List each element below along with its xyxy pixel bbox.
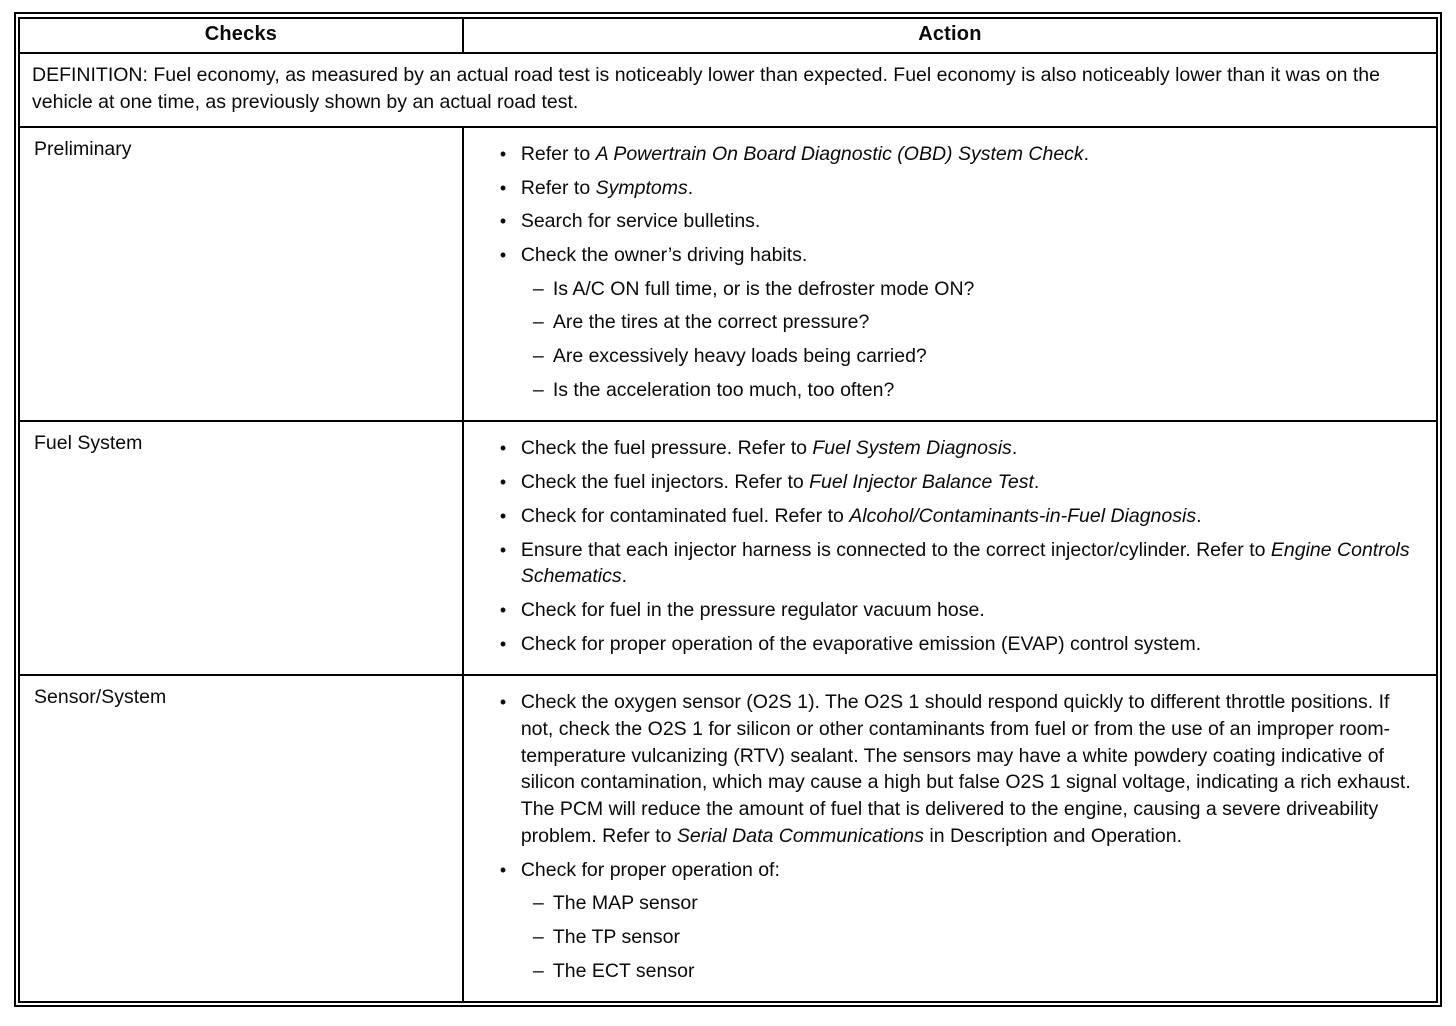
action-text-segment: Check for contaminated fuel. Refer to — [520, 504, 850, 527]
action-text-segment: in Description and Operation. — [924, 824, 1182, 847]
sub-item — [533, 890, 1420, 917]
bullet-icon: • — [499, 633, 507, 654]
reference-title: Fuel System Diagnosis — [812, 437, 1012, 460]
action-item — [500, 631, 1420, 658]
action-text — [521, 141, 1420, 168]
action-text — [521, 175, 1420, 202]
action-item — [500, 503, 1420, 530]
table-header — [19, 18, 1437, 53]
sub-item — [533, 377, 1420, 404]
action-item — [500, 857, 1420, 884]
dash-icon: – — [532, 378, 544, 401]
bullet-icon: • — [499, 472, 507, 493]
sub-item-text: Is the acceleration too much, too often? — [552, 378, 895, 401]
definition-row — [19, 53, 1437, 127]
sub-item — [533, 958, 1420, 985]
bullet-icon: • — [499, 438, 507, 459]
bullet-icon: • — [499, 177, 507, 198]
column-header-action: Action — [463, 18, 1437, 53]
check-label: Fuel System — [19, 421, 463, 675]
bullet-icon: • — [499, 539, 507, 560]
action-item — [500, 435, 1420, 462]
sub-item-text: Are the tires at the correct pressure? — [552, 311, 870, 334]
reference-title: Fuel Injector Balance Test — [809, 471, 1034, 494]
table-body — [19, 53, 1437, 1002]
sub-item — [533, 276, 1420, 303]
action-cell — [463, 127, 1437, 422]
action-text-segment: . — [1196, 504, 1202, 527]
bullet-icon: • — [499, 211, 507, 232]
bullet-icon: • — [499, 692, 507, 713]
action-item — [500, 141, 1420, 168]
sub-item-text: The ECT sensor — [552, 959, 695, 982]
table-row — [19, 421, 1437, 675]
action-item — [500, 689, 1420, 849]
action-text — [521, 689, 1420, 849]
action-text — [521, 857, 1420, 884]
dash-icon: – — [532, 345, 544, 368]
column-header-checks: Checks — [19, 18, 463, 53]
action-text-segment: Check for proper operation of: — [520, 858, 780, 881]
reference-title: A Powertrain On Board Diagnostic (OBD) System Check — [595, 142, 1084, 165]
action-text-segment: . — [687, 176, 694, 199]
sub-item-text: Is A/C ON full time, or is the defroster mode ON? — [552, 277, 975, 300]
action-cell — [463, 421, 1437, 675]
action-text — [521, 631, 1420, 658]
sub-item-text: Are excessively heavy loads being carried? — [552, 345, 927, 368]
action-text — [521, 242, 1420, 269]
bullet-icon: • — [499, 244, 507, 265]
reference-title: Engine Controls Schematics — [520, 538, 1410, 588]
sub-item — [533, 309, 1420, 336]
bullet-icon: • — [499, 505, 507, 526]
action-item — [500, 469, 1420, 496]
table-row — [19, 127, 1437, 422]
reference-title: Alcohol/Contaminants-in-Fuel Diagnosis — [849, 504, 1197, 527]
action-text — [521, 597, 1420, 624]
sub-item — [533, 343, 1420, 370]
action-text-segment: Check the fuel injectors. Refer to — [520, 471, 810, 494]
action-text-segment: Check the fuel pressure. Refer to — [520, 437, 813, 460]
action-text-segment: Search for service bulletins. — [520, 210, 761, 233]
reference-title: Symptoms — [595, 176, 688, 199]
action-item — [500, 242, 1420, 269]
action-text — [521, 435, 1420, 462]
action-text — [521, 208, 1420, 235]
dash-icon: – — [532, 892, 544, 915]
action-cell — [463, 675, 1437, 1002]
action-text — [521, 537, 1420, 590]
action-item — [500, 537, 1420, 590]
sub-item-text: The TP sensor — [552, 925, 681, 948]
action-item — [500, 175, 1420, 202]
dash-icon: – — [532, 925, 544, 948]
action-text-segment: Check for proper operation of the evaporative emission (EVAP) control system. — [520, 632, 1202, 655]
dash-icon: – — [532, 959, 544, 982]
dash-icon: – — [532, 311, 544, 334]
action-text-segment: Check for fuel in the pressure regulator vacuum hose. — [520, 598, 985, 621]
sub-item — [533, 924, 1420, 951]
table-row — [19, 675, 1437, 1002]
diagnostic-table — [18, 17, 1438, 1003]
action-text-segment: Refer to — [520, 142, 596, 165]
table-frame — [14, 12, 1442, 1007]
action-text — [521, 469, 1420, 496]
action-text-segment: . — [1083, 142, 1090, 165]
dash-icon: – — [532, 277, 544, 300]
action-item — [500, 208, 1420, 235]
bullet-icon: • — [499, 143, 507, 164]
action-text-segment: Check the owner’s driving habits. — [520, 243, 808, 266]
action-text-segment: . — [621, 565, 628, 588]
reference-title: Serial Data Communications — [676, 824, 925, 847]
action-text-segment: Ensure that each injector harness is connected to the correct injector/cylinder. Refer to — [520, 538, 1271, 561]
check-label: Sensor/System — [19, 675, 463, 1002]
action-text-segment: Refer to — [520, 176, 596, 199]
action-item — [500, 597, 1420, 624]
action-text-segment: . — [1011, 437, 1018, 460]
header-row — [19, 18, 1437, 53]
action-text-segment: Check the oxygen sensor (O2S 1). The O2S 1 should respond quickly to different throttle positions. If not, check the O2S 1 for silicon or other contaminants from fuel or from the use of an improper room-temperature vulcanizing (RTV) sealant. The sensors may have a white powdery coating indicative of silicon contamination, which may cause a high but false O2S 1 signal voltage, indicating a rich exhaust. The PCM will reduce the amount of fuel that is delivered to the engine, causing a severe driveability problem. Refer to — [520, 691, 1411, 847]
action-text-segment: . — [1033, 471, 1040, 494]
action-text — [521, 503, 1420, 530]
check-label: Preliminary — [19, 127, 463, 422]
definition-text: DEFINITION: Fuel economy, as measured by an actual road test is noticeably lower than expected. Fuel economy is also noticeably lower than it was on the vehicle at one time, as previously shown by an actual road test. — [19, 53, 1437, 127]
sub-item-text: The MAP sensor — [552, 892, 698, 915]
bullet-icon: • — [499, 599, 507, 620]
bullet-icon: • — [499, 859, 507, 880]
